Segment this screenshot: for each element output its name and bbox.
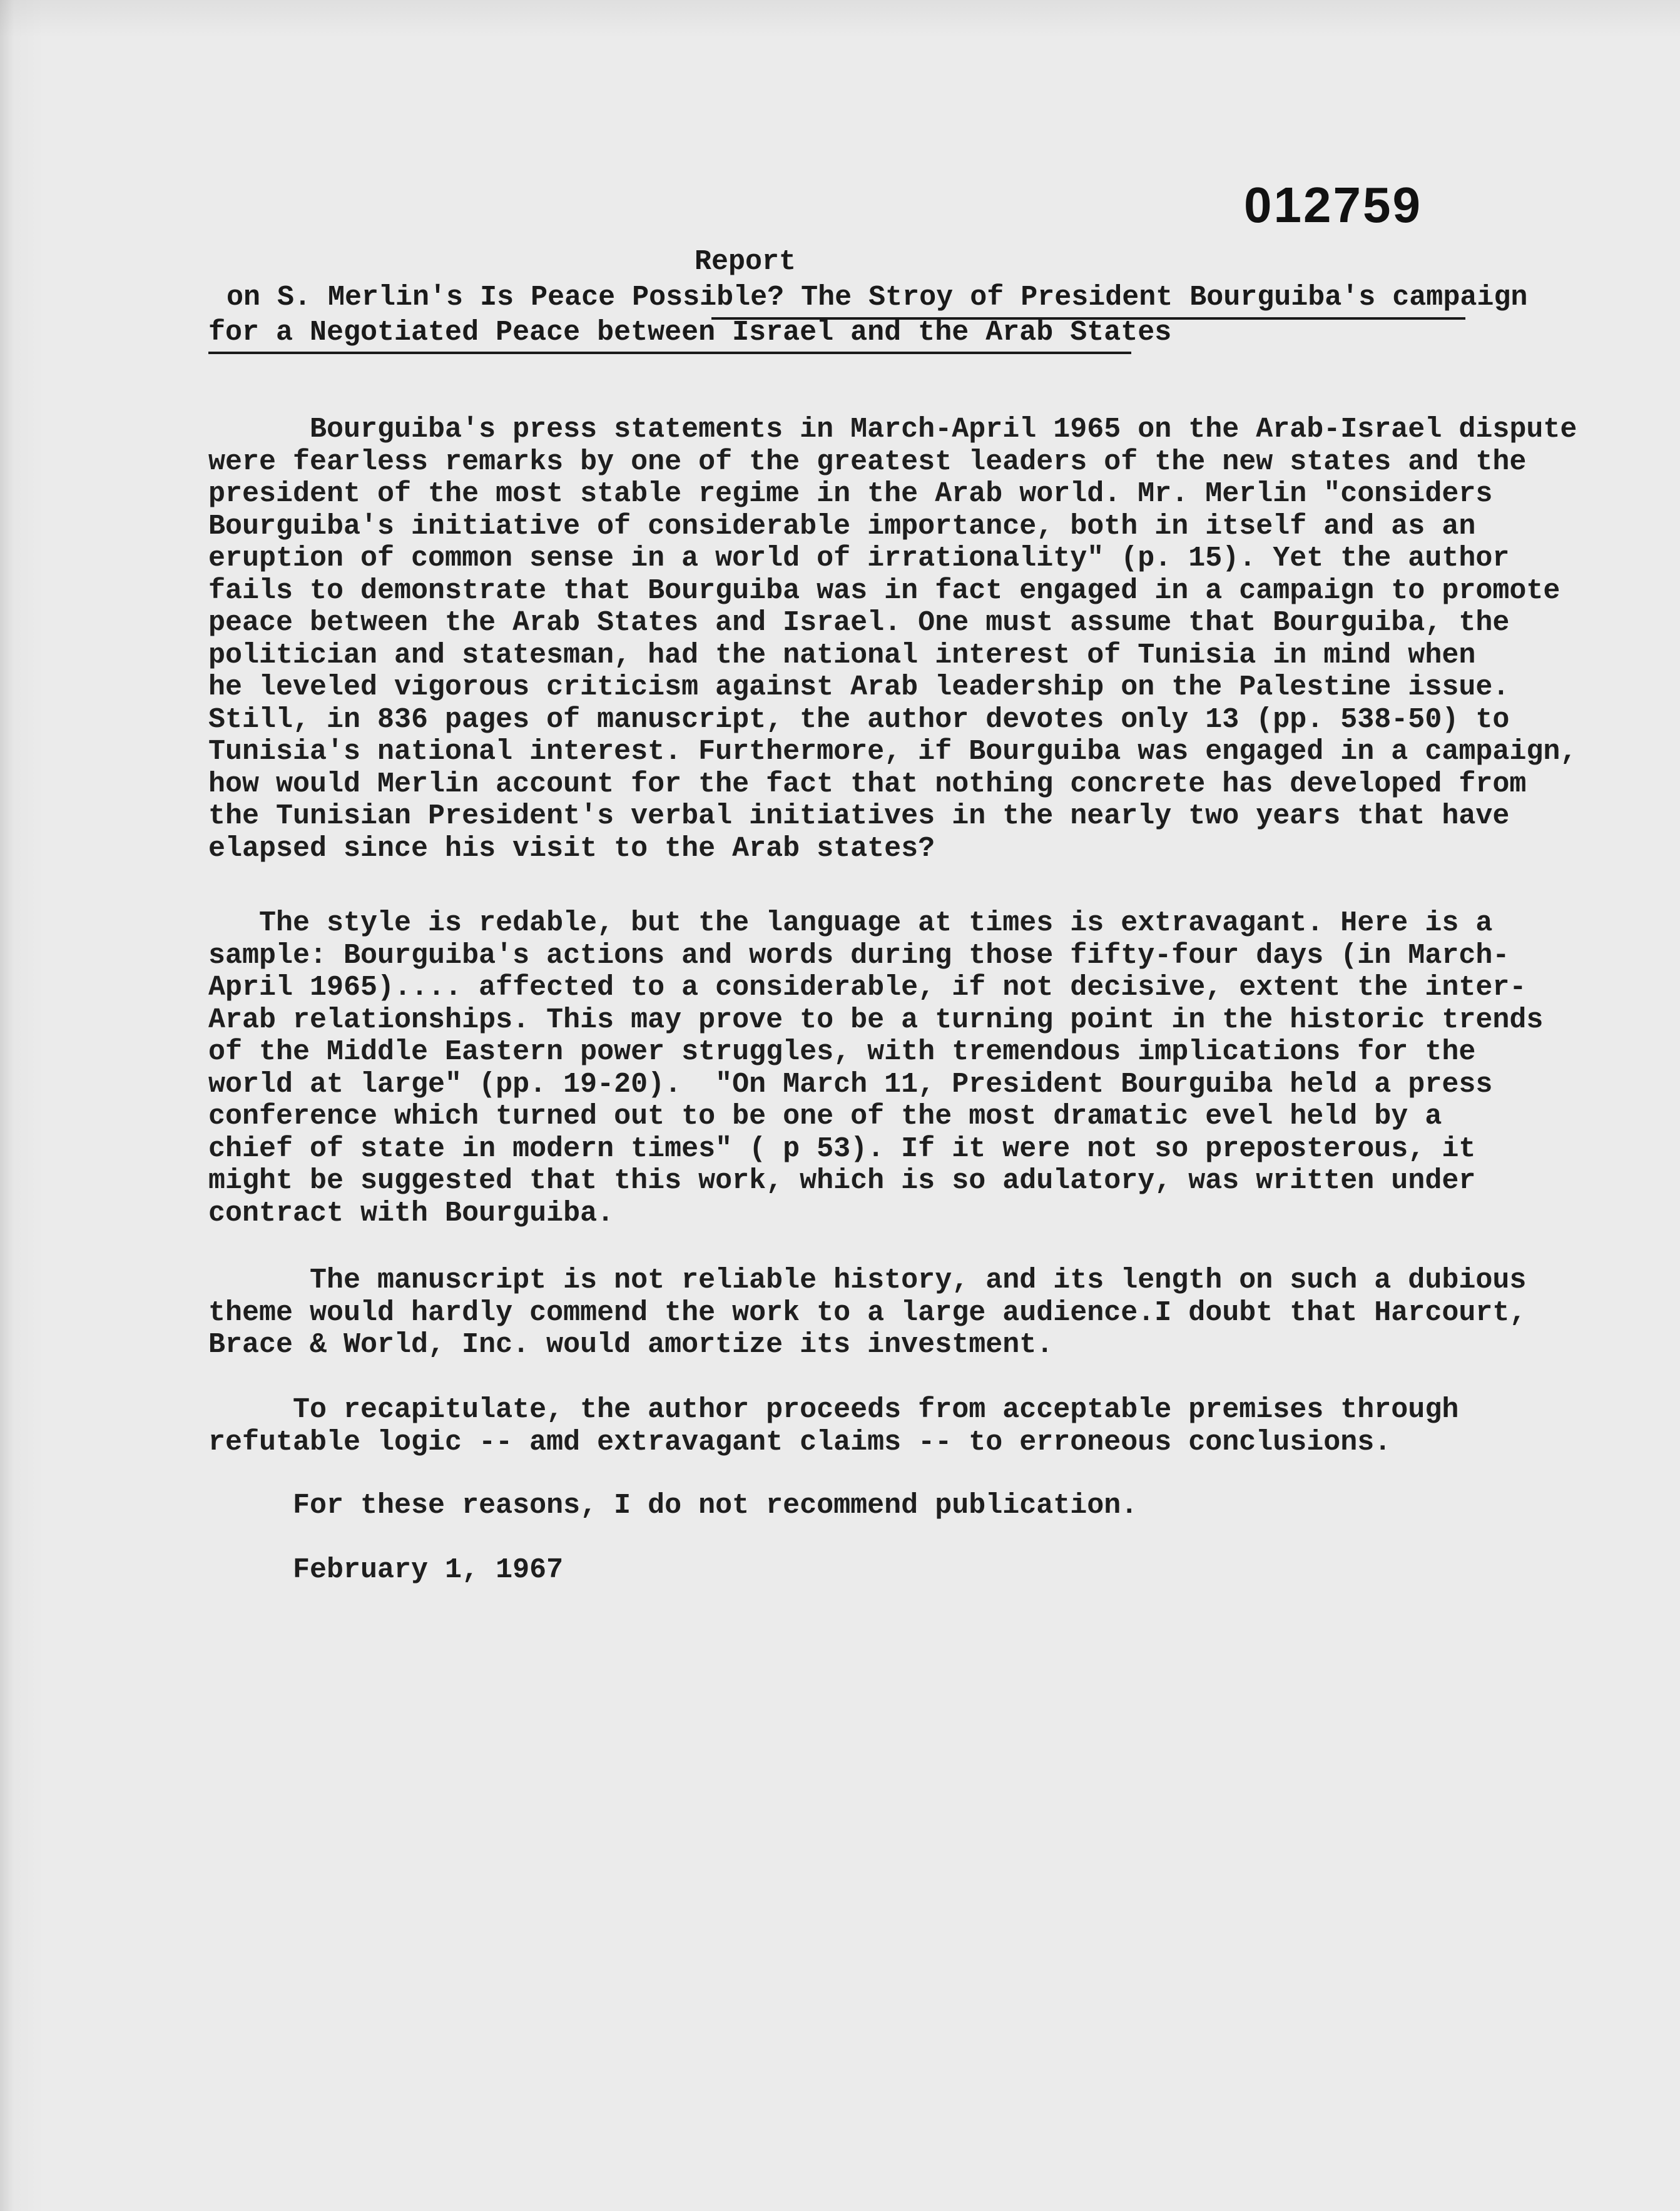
report-date: February 1, 1967: [208, 1554, 564, 1586]
recommendation-line: For these reasons, I do not recommend publication.: [208, 1490, 1138, 1522]
body-paragraph-4: To recapitulate, the author proceeds from acceptable premises through refutable logic -- amd extravagant claims -- to erroneous conclusions.: [208, 1394, 1459, 1458]
report-heading: Report: [695, 246, 797, 278]
document-number: 012759: [1244, 177, 1422, 233]
report-title-line-1: on S. Merlin's Is Peace Possible? The Stroy of President Bourguiba's campaign: [227, 282, 1528, 313]
report-title-line-2: for a Negotiated Peace between Israel and the Arab States: [208, 317, 1172, 348]
title-underline-2: [208, 352, 1131, 354]
body-paragraph-1: Bourguiba's press statements in March-April 1965 on the Arab-Israel dispute were fearless remarks by one of the greatest leaders of the new states and the president of the most stable regime in the Arab world. Mr. Merlin "considers Bourguiba's initiative of considerable importance, both in itself and as an eruption of common sense in a world of irrationality" (p. 15). Yet the author fails to demonstrate that Bourguiba was in fact engaged in a campaign to promote peace between the Arab States and Israel. One must assume that Bourguiba, the politician and statesman, had the national interest of Tunisia in mind when he leveled vigorous criticism against Arab leadership on the Palestine issue. Still, in 836 pages of manuscript, the author devotes only 13 (pp. 538-50) to Tunisia's national interest. Furthermore, if Bourguiba was engaged in a campaign, how would Merlin account for the fact that nothing concrete has developed from the Tunisian President's verbal initiatives in the nearly two years that have elapsed since his visit to the Arab states?: [208, 414, 1577, 865]
body-paragraph-2: The style is redable, but the language at times is extravagant. Here is a sample: Bourguiba's actions and words during those fifty-four days (in March- April 1965).... affected to a considerable, if not decisive, extent the inter- Arab relationships. This may prove to be a turning point in the historic trends of the Middle Eastern power struggles, with tremendous implications for the world at large" (pp. 19-20). "On March 11, President Bourguiba held a press conference which turned out to be one of the most dramatic evel held by a chief of state in modern times" ( p 53). If it were not so preposterous, it might be suggested that this work, which is so adulatory, was written under contract with Bourguiba.: [208, 907, 1544, 1229]
body-paragraph-3: The manuscript is not reliable history, and its length on such a dubious theme would hardly commend the work to a large audience.I doubt that Harcourt, Brace & World, Inc. would amortize its investment.: [208, 1264, 1527, 1361]
